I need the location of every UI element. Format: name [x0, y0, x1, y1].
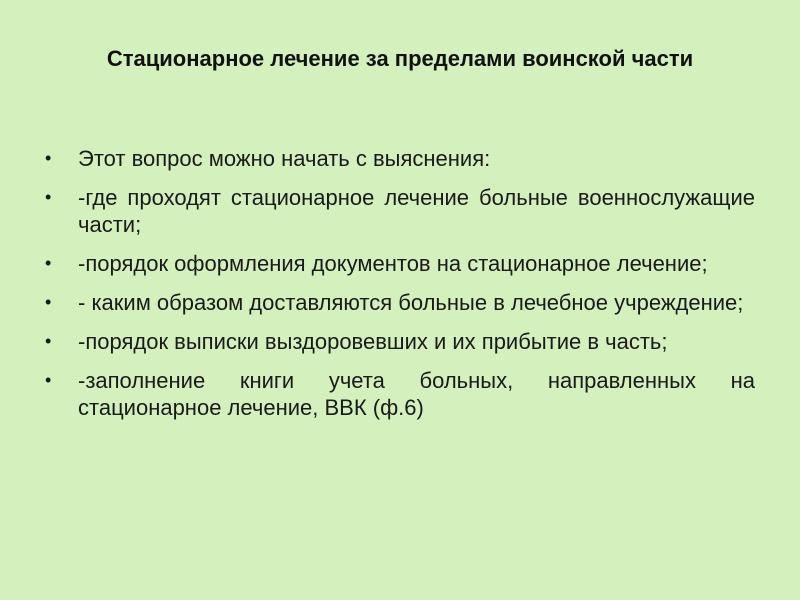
bullet-text: - каким образом доставляются больные в лечебное учреждение;: [78, 290, 744, 315]
list-item: [45, 289, 755, 316]
bullet-icon: •: [45, 331, 52, 351]
bullet-text: -заполнение книги учета больных, направленных на стационарное лечение, ВВК (ф.6): [78, 368, 755, 420]
bullet-text: -порядок выписки выздоровевших и их прибытие в часть;: [78, 329, 668, 354]
bullet-icon: •: [45, 370, 52, 390]
bullet-text: -где проходят стационарное лечение больные военнослужащие части;: [78, 185, 755, 237]
bullet-icon: •: [45, 148, 52, 168]
slide-title: Стационарное лечение за пределами воинской части: [106, 46, 694, 71]
list-item: [45, 184, 755, 238]
list-item: [45, 328, 755, 355]
bullet-text: Этот вопрос можно начать с выяснения:: [78, 146, 491, 171]
bullet-list: [45, 145, 755, 433]
bullet-icon: •: [45, 187, 52, 207]
list-item: [45, 145, 755, 172]
bullet-text: -порядок оформления документов на стационарное лечение;: [78, 251, 708, 276]
bullet-icon: •: [45, 292, 52, 312]
bullet-icon: •: [45, 253, 52, 273]
list-item: [45, 367, 755, 421]
list-item: [45, 250, 755, 277]
